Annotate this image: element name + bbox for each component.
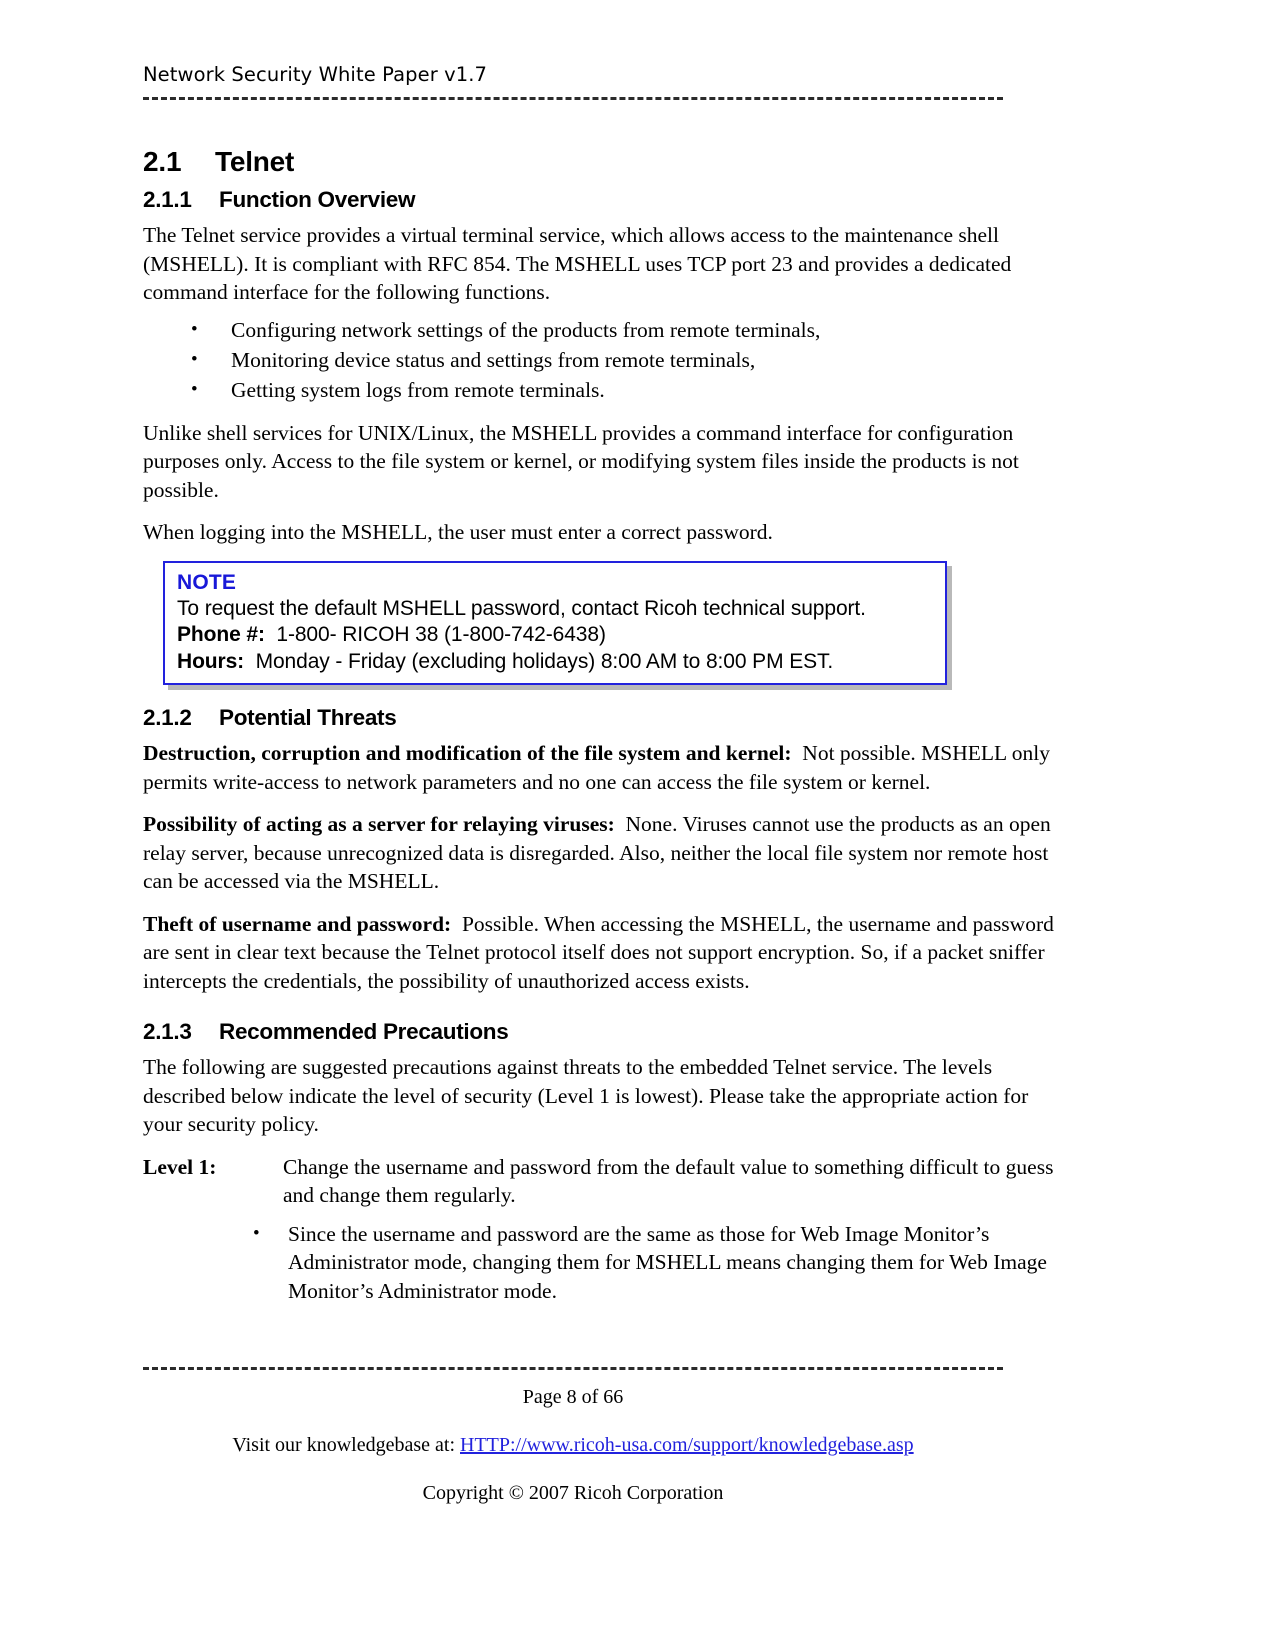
subsection-title: Function Overview <box>219 187 416 212</box>
note-hours-label: Hours: <box>177 649 245 673</box>
subsection-heading-2-1-1 <box>143 185 1073 215</box>
section-heading-2-1 <box>143 145 1073 179</box>
threat-lead: Theft of username and password: <box>143 911 452 936</box>
note-phone-value: 1-800- RICOH 38 (1-800-742-6438) <box>276 623 606 646</box>
function-overview-bullet-list <box>143 315 1073 405</box>
threat-lead: Destruction, corruption and modification of the file system and kernel: <box>143 741 792 765</box>
precaution-bullet-list <box>143 1220 1073 1306</box>
threat-text: Possible. When accessing the MSHELL, the username and password are sent in clear text because the Telnet protocol itself does not support encryption. So, if a packet sniffer intercepts the credentials, the possibility of unauthorized access exists. <box>143 911 1054 993</box>
page-number: Page 8 of 66 <box>522 1386 624 1408</box>
list-item-label: Monitoring device status and settings from remote terminals, <box>231 347 756 372</box>
subsection-heading-2-1-2 <box>143 703 1073 733</box>
bullet-icon: • <box>253 1222 260 1244</box>
knowledgebase-prefix: Visit our knowledgebase at: <box>232 1434 460 1456</box>
note-phone-label: Phone #: <box>177 623 265 646</box>
threat-paragraph <box>143 910 1073 996</box>
threat-lead: Possibility of acting as a server for relaying viruses: <box>143 812 615 836</box>
page-header <box>143 62 1003 108</box>
note-phone-row <box>177 622 935 649</box>
precaution-level-text: Change the username and password from the default value to something difficult to guess and change them regularly. <box>283 1154 1054 1207</box>
knowledgebase-link[interactable]: HTTP://www.ricoh-usa.com/support/knowledgebase.asp <box>460 1434 914 1456</box>
list-item <box>143 375 1073 405</box>
note-body: To request the default MSHELL password, contact Ricoh technical support. <box>177 596 866 620</box>
subsection-title: Recommended Precautions <box>219 1019 509 1044</box>
bullet-icon: • <box>191 348 198 370</box>
function-overview-paragraph-1: The Telnet service provides a virtual terminal service, which allows access to the maintenance shell (MSHELL). It is compliant with RFC 854. The MSHELL uses TCP port 23 and provides a dedicated command interface for the following functions. <box>143 223 1012 304</box>
document-body <box>143 135 1073 1305</box>
threat-paragraph <box>143 739 1073 796</box>
note-title: NOTE <box>177 570 237 594</box>
section-title: Telnet <box>215 146 295 177</box>
list-item <box>143 1220 1073 1306</box>
subsection-number: 2.1.3 <box>143 1019 192 1044</box>
subsection-number: 2.1.2 <box>143 705 192 730</box>
threat-text: None. Viruses cannot use the products as an open relay server, because unrecognized data is disregarded. Also, neither the local file system nor remote host can be accessed via the MSHELL. <box>143 812 1051 893</box>
knowledgebase-line <box>143 1430 1003 1460</box>
precaution-level-row <box>143 1153 1073 1210</box>
list-item-label: Since the username and password are the same as those for Web Image Monitor’s Administrator mode, changing them for MSHELL means changing them for Web Image Monitor’s Administrator mode. <box>288 1221 1047 1303</box>
note-callout-box <box>163 561 947 686</box>
note-hours-row <box>177 649 935 676</box>
function-overview-paragraph-3: When logging into the MSHELL, the user must enter a correct password. <box>143 520 773 544</box>
list-item <box>143 345 1073 375</box>
bullet-icon: • <box>191 318 198 340</box>
list-item-label: Getting system logs from remote terminals. <box>231 377 605 402</box>
threat-paragraph <box>143 810 1073 896</box>
function-overview-paragraph-2: Unlike shell services for UNIX/Linux, the MSHELL provides a command interface for configuration purposes only. Access to the file system or kernel, or modifying system files inside the products is not possible. <box>143 420 1019 502</box>
page-footer <box>143 1367 1003 1508</box>
footer-divider <box>143 1367 1003 1370</box>
list-item-label: Configuring network settings of the products from remote terminals, <box>231 317 821 342</box>
subsection-heading-2-1-3 <box>143 1017 1073 1047</box>
precaution-level-label: Level 1: <box>143 1154 217 1179</box>
note-hours-value: Monday - Friday (excluding holidays) 8:00 AM to 8:00 PM EST. <box>255 649 834 673</box>
running-title: Network Security White Paper v1.7 <box>143 63 488 86</box>
note-callout <box>163 561 947 686</box>
subsection-title: Potential Threats <box>219 705 397 730</box>
subsection-number: 2.1.1 <box>143 187 192 212</box>
bullet-icon: • <box>191 378 198 400</box>
threat-text: Not possible. MSHELL only permits write-access to network parameters and no one can access the file system or kernel. <box>143 741 1050 794</box>
section-number: 2.1 <box>143 146 182 177</box>
list-item <box>143 315 1073 345</box>
precautions-intro: The following are suggested precautions against threats to the embedded Telnet service. The levels described below indicate the level of security (Level 1 is lowest). Please take the appropriate action for your security policy. <box>143 1055 1029 1136</box>
copyright-line: Copyright © 2007 Ricoh Corporation <box>422 1482 724 1504</box>
header-divider <box>143 97 1003 100</box>
